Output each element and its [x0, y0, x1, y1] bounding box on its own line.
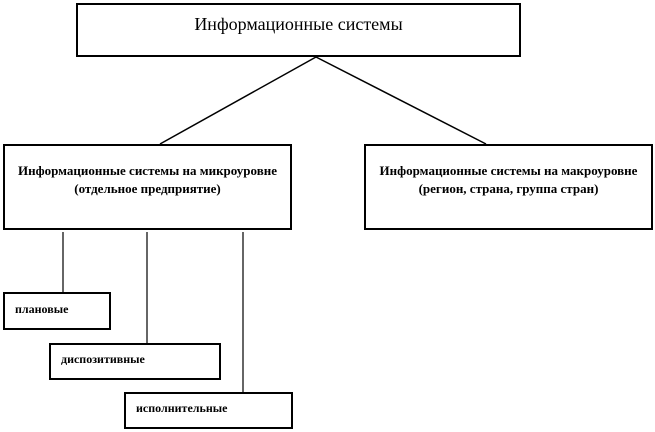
planned-label: плановые	[15, 301, 69, 316]
macro-level-node	[364, 144, 653, 230]
root-node-label: Информационные системы	[194, 13, 403, 34]
micro-level-label: Информационные системы на микроуровне (отдельное предприятие)	[18, 163, 277, 196]
executive-label: исполнительные	[136, 401, 228, 415]
planned-node	[3, 292, 111, 330]
micro-level-node	[3, 144, 292, 230]
connector-root-to-macro	[316, 57, 486, 144]
executive-node	[124, 392, 293, 429]
dispositive-node	[49, 343, 221, 380]
root-node	[76, 3, 521, 57]
macro-level-label: Информационные системы на макроуровне (регион, страна, группа стран)	[379, 163, 638, 196]
dispositive-label: диспозитивные	[61, 352, 145, 366]
connector-root-to-micro	[160, 57, 316, 144]
